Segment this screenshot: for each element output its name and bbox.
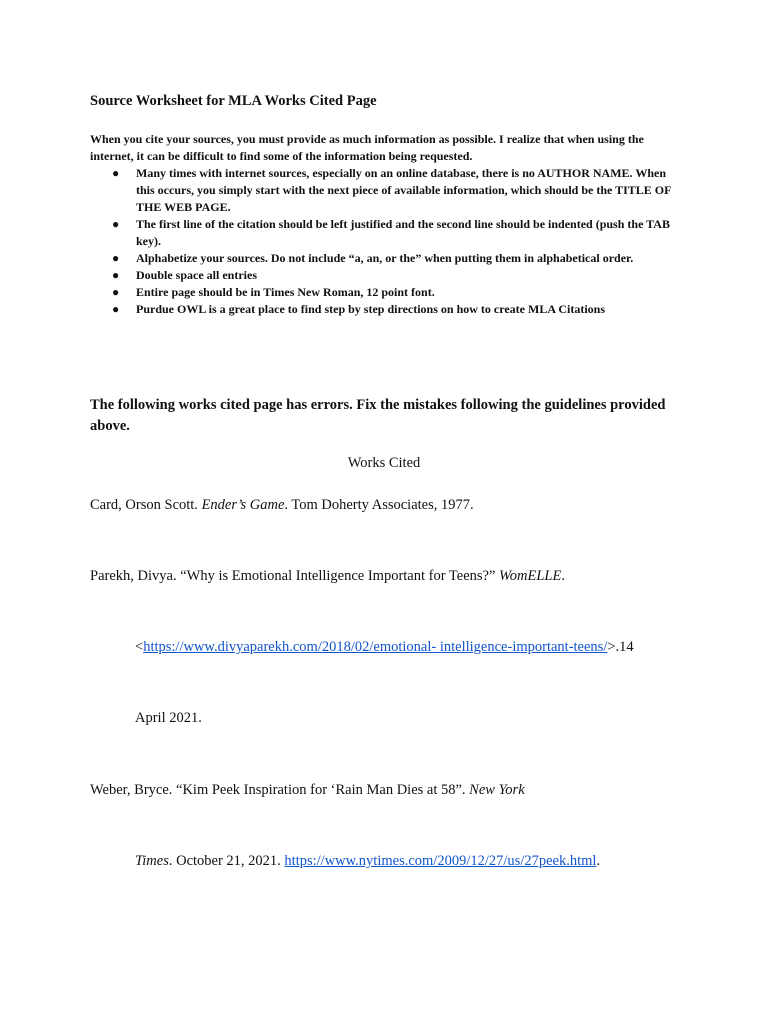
bullet-icon: ● — [112, 268, 120, 282]
works-cited-heading: Works Cited — [347, 455, 421, 471]
citation-entry-weber-line2 — [135, 853, 600, 870]
bullet-icon: ● — [112, 166, 120, 180]
worksheet-title: Source Worksheet for MLA Works Cited Page — [90, 93, 377, 109]
guideline-text: Alphabetize your sources. Do not include “a, an, or the” when putting them in alphabetical order. — [136, 251, 634, 265]
exercise-prompt: The following works cited page has errors. Fix the mistakes following the guidelines provided above. — [90, 397, 666, 434]
guideline-item — [90, 301, 680, 318]
citation-author: Card, Orson Scott. — [90, 497, 202, 513]
citation-italic-title: WomELLE — [499, 568, 562, 584]
bullet-icon: ● — [112, 217, 120, 231]
citation-entry-weber-line1 — [90, 782, 525, 799]
guideline-item — [90, 284, 680, 301]
guideline-text: Double space all entries — [136, 268, 257, 282]
citation-url-link[interactable]: https://www.divyaparekh.com/2018/02/emotional- intelligence-important-teens/ — [143, 639, 608, 655]
citation-entry-parekh-line1 — [90, 568, 565, 585]
bullet-icon: ● — [112, 285, 120, 299]
bullet-icon: ● — [112, 251, 120, 265]
citation-entry-parekh-line3: April 2021. — [135, 710, 202, 726]
bullet-icon: ● — [112, 302, 120, 316]
citation-text: Parekh, Divya. “Why is Emotional Intelligence Important for Teens?” — [90, 568, 500, 584]
citation-text: Weber, Bryce. “Kim Peek Inspiration for ‘Rain Man Dies at 58”. — [90, 782, 470, 798]
guideline-item — [90, 165, 680, 216]
citation-text: . October 21, 2021. — [168, 853, 285, 869]
citation-text: < — [135, 639, 144, 655]
citation-url-link[interactable]: https://www.nytimes.com/2009/12/27/us/27peek.html — [284, 853, 597, 869]
citation-punctuation: . — [561, 568, 565, 584]
citation-italic-title: New York — [469, 782, 525, 798]
citation-text: . Tom Doherty Associates, 1977. — [284, 497, 474, 513]
citation-entry-parekh-line2 — [135, 639, 634, 656]
guideline-text: Many times with internet sources, especially on an online database, there is no AUTHOR NAME. When this occurs, you simply start with the next piece of available information, which should be the TITLE OF THE WEB PAGE. — [136, 166, 672, 214]
citation-punctuation: . — [596, 853, 601, 869]
citation-italic-title: Times — [135, 853, 169, 869]
guideline-text: Entire page should be in Times New Roman, 12 point font. — [136, 285, 435, 299]
guideline-text: The first line of the citation should be left justified and the second line should be indented (push the TAB key). — [136, 217, 670, 248]
citation-text: >.14 — [607, 639, 634, 655]
guideline-item — [90, 267, 680, 284]
guideline-text: Purdue OWL is a great place to find step by step directions on how to create MLA Citations — [136, 302, 605, 316]
citation-italic-title: Ender’s Game — [201, 497, 285, 513]
citation-entry-card — [90, 497, 474, 514]
guideline-item — [90, 216, 680, 250]
guideline-item — [90, 250, 680, 267]
intro-paragraph: When you cite your sources, you must provide as much information as possible. I realize that when using the internet, it can be difficult to find some of the information being requested. — [90, 132, 644, 163]
guideline-list — [90, 165, 680, 318]
